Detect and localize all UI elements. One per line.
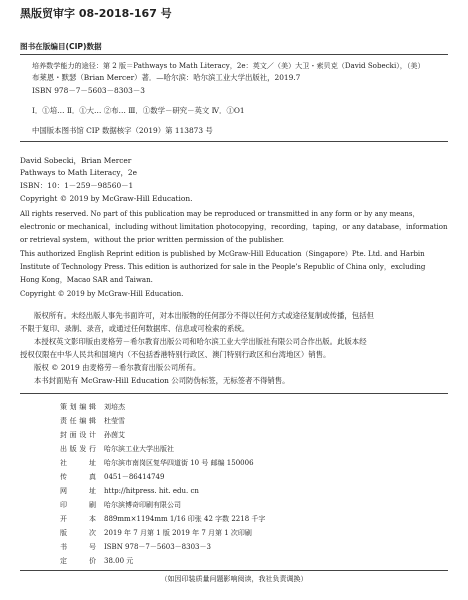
field-label: 出版发行 xyxy=(60,445,96,453)
field-label: 封面设计 xyxy=(60,431,96,439)
english-line: electronic or mechanical，including without limitation photocopying，recording，taping，or any database，information xyxy=(20,223,448,231)
field-label: 开本 xyxy=(60,515,96,523)
field-label: 社址 xyxy=(60,459,96,467)
field-value: 刘培杰 xyxy=(104,403,125,411)
field-label: 策划编辑 xyxy=(60,403,96,411)
field-value: 38.00 元 xyxy=(104,557,134,565)
english-line: All rights reserved. No part of this publication may be reproduced or transmitted in any form or by any means， xyxy=(20,210,420,218)
cip-line: 培养数学能力的途径：第 2 版＝Pathways to Math Literacy，2e：英文／（美）大卫・索贝克（David Sobecki），（美） xyxy=(32,61,425,70)
field-value: 889mm×1194mm 1/16 印张 42 字数 2218 千字 xyxy=(104,515,266,523)
english-line: This authorized English Reprint edition is published by McGraw-Hill Education（Singapore）Pte. Ltd. and Harbin xyxy=(20,250,425,258)
field-value: 哈尔滨市南岗区复华四道街 10 号 邮编 150006 xyxy=(104,459,254,467)
field-label: 书号 xyxy=(60,543,96,551)
details-top-rule xyxy=(20,393,448,394)
chinese-line: 版权所有。未经出版人事先书面许可，对本出版物的任何部分不得以任何方式或途径复制或传播，包括但 xyxy=(34,311,374,320)
footer-note: （如因印装质量问题影响阅读，我社负责调换） xyxy=(160,575,308,583)
cip-top-rule xyxy=(20,54,448,55)
details-bottom-rule xyxy=(20,570,448,571)
field-label: 责任编辑 xyxy=(60,417,96,425)
chinese-line: 不限于复印、录制、录音，或通过任何数据库、信息或可检索的系统。 xyxy=(20,324,250,333)
cip-bottom-rule xyxy=(20,141,448,142)
field-value: 孙茵艾 xyxy=(104,431,125,439)
chinese-line: 版权 © 2019 由麦格劳－希尔教育出版公司所有。 xyxy=(34,363,201,372)
field-label: 网址 xyxy=(60,487,96,495)
field-label: 定价 xyxy=(60,557,96,565)
field-value: 2019 年 7 月第 1 版 2019 年 7 月第 1 次印刷 xyxy=(104,529,252,537)
cip-line: 中国版本图书馆 CIP 数据核字（2019）第 113873 号 xyxy=(32,126,213,135)
cip-line: 布莱恩・默瑟（Brian Mercer）著．—哈尔滨：哈尔滨工业大学出版社，2019.7 xyxy=(32,73,301,82)
english-line: Hong Kong，Macao SAR and Taiwan. xyxy=(20,276,153,284)
field-value: 哈尔滨工业大学出版社 xyxy=(104,445,174,453)
english-line: Pathways to Math Literacy，2e xyxy=(20,168,137,177)
english-line: Copyright © 2019 by McGraw-Hill Education. xyxy=(20,194,193,203)
english-line: Copyright © 2019 by McGraw-Hill Education. xyxy=(20,290,184,298)
chinese-line: 本书封面贴有 McGraw-Hill Education 公司防伪标签，无标签者不得销售。 xyxy=(34,376,290,385)
field-value: http://hitpress. hit. edu. cn xyxy=(104,487,199,495)
english-line: ISBN：10：1－259－98560－1 xyxy=(20,181,134,190)
field-value: ISBN 978－7－5603－8303－3 xyxy=(104,543,211,551)
field-label: 版次 xyxy=(60,529,96,537)
field-label: 传真 xyxy=(60,473,96,481)
english-line: David Sobecki，Brian Mercer xyxy=(20,156,132,165)
field-label: 印刷 xyxy=(60,501,96,509)
english-line: or retrieval system，without the prior written permission of the publisher. xyxy=(20,236,285,244)
cip-line: ISBN 978－7－5603－8303－3 xyxy=(32,86,145,95)
chinese-line: 本授权英文影印版由麦格劳－希尔教育出版公司和哈尔滨工业大学出版社有限公司合作出版。此版本经 xyxy=(34,337,367,346)
field-value: 杜莹雪 xyxy=(104,417,125,425)
registration-number: 黑版贸审字 08-2018-167 号 xyxy=(20,7,172,20)
cip-heading: 图书在版编目(CIP)数据 xyxy=(20,42,102,51)
chinese-line: 授权仅限在中华人民共和国境内（不包括香港特别行政区、澳门特别行政区和台湾地区）销售。 xyxy=(20,350,331,359)
english-line: Institute of Technology Press. This edition is authorized for sale in the People’s Republic of China only，excluding xyxy=(20,263,426,271)
field-value: 哈尔滨博奇印刷有限公司 xyxy=(104,501,181,509)
field-value: 0451－86414749 xyxy=(104,473,165,481)
cip-line: Ⅰ．①培… Ⅱ．①大… ②布… Ⅲ．①数学－研究－英文 Ⅳ．①O1 xyxy=(32,106,245,115)
